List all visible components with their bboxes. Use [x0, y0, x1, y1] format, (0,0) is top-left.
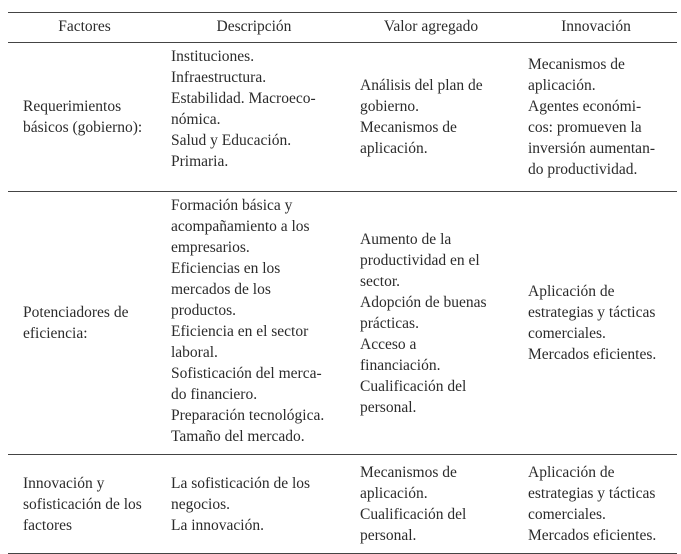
- cell-line: productos.: [171, 302, 237, 319]
- header-valor-agregado: Valor agregado: [347, 13, 515, 43]
- cell-line: Instituciones.: [171, 48, 255, 65]
- table-header-row: [8, 13, 677, 43]
- cell-line: Eficiencias en los: [171, 260, 281, 277]
- cell-line: nómica.: [171, 111, 221, 128]
- cell-line: Potenciadores de: [23, 304, 129, 321]
- cell-line: cos: promueven la: [528, 119, 642, 136]
- cell-line: laboral.: [171, 344, 218, 361]
- cell-innovacion: [515, 192, 677, 455]
- cell-line: sofisticación de los: [23, 495, 142, 513]
- cell-line: Innovación y: [23, 474, 105, 492]
- cell-line: Eficiencia en el sector: [171, 323, 309, 340]
- cell-descripcion: [161, 192, 347, 455]
- cell-line: Primaria.: [171, 153, 229, 170]
- cell-line: mercados de los: [171, 281, 271, 298]
- cell-line: personal.: [360, 527, 417, 544]
- cell-line: inversión aumentan-: [528, 140, 655, 157]
- table-row: [8, 455, 677, 554]
- cell-line: do productividad.: [528, 161, 638, 178]
- cell-line: Adopción de buenas: [360, 293, 487, 311]
- factors-table: [8, 12, 677, 554]
- cell-line: Preparación tecnológica.: [171, 407, 325, 424]
- cell-line: Agentes económi-: [528, 98, 642, 115]
- cell-descripcion: [161, 455, 347, 554]
- cell-line: básicos (gobierno):: [23, 119, 143, 136]
- cell-line: productividad en el: [360, 251, 480, 269]
- cell-line: La sofisticación de los: [171, 474, 311, 492]
- cell-line: Requerimientos: [23, 98, 122, 115]
- cell-line: La innovación.: [171, 516, 264, 534]
- table-row: [8, 43, 677, 192]
- cell-factor: [8, 455, 161, 554]
- cell-line: Cualificación del: [360, 377, 467, 395]
- cell-line: estrategias y tácticas: [528, 304, 656, 321]
- cell-line: Estabilidad. Macroeco-: [171, 90, 316, 107]
- cell-line: gobierno.: [360, 98, 419, 115]
- cell-line: Mercados eficientes.: [528, 346, 657, 363]
- cell-line: comerciales.: [528, 506, 606, 523]
- header-innovacion: Innovación: [515, 13, 677, 43]
- cell-line: Mecanismos de: [360, 119, 457, 136]
- cell-valor-agregado: [347, 455, 515, 554]
- cell-line: factores: [23, 516, 73, 534]
- cell-descripcion: [161, 43, 347, 192]
- table-row: [8, 192, 677, 455]
- cell-innovacion: [515, 455, 677, 554]
- cell-line: Tamaño del mercado.: [171, 428, 305, 445]
- cell-line: estrategias y tácticas: [528, 485, 656, 502]
- cell-line: Mercados eficientes.: [528, 527, 657, 544]
- cell-line: Aumento de la: [360, 230, 452, 248]
- cell-line: aplicación.: [360, 485, 428, 502]
- cell-line: eficiencia:: [23, 325, 88, 342]
- cell-line: Mecanismos de: [360, 464, 457, 481]
- cell-line: Sofisticación del merca-: [171, 365, 322, 382]
- cell-line: Aplicación de: [528, 464, 615, 481]
- cell-valor-agregado: [347, 43, 515, 192]
- cell-line: Salud y Educación.: [171, 132, 292, 149]
- cell-line: aplicación.: [360, 140, 428, 157]
- cell-line: aplicación.: [528, 77, 596, 94]
- header-descripcion: Descripción: [161, 13, 347, 43]
- cell-innovacion: [515, 43, 677, 192]
- cell-line: empresarios.: [171, 239, 250, 256]
- cell-line: Acceso a: [360, 335, 417, 353]
- cell-factor: [8, 192, 161, 455]
- cell-line: do financiero.: [171, 386, 258, 403]
- cell-line: Análisis del plan de: [360, 77, 483, 94]
- cell-factor: [8, 43, 161, 192]
- cell-line: prácticas.: [360, 314, 419, 332]
- cell-line: Cualificación del: [360, 506, 467, 523]
- header-factores: Factores: [8, 13, 161, 43]
- cell-line: Aplicación de: [528, 283, 615, 300]
- cell-line: Infraestructura.: [171, 69, 267, 86]
- cell-line: Mecanismos de: [528, 56, 625, 73]
- cell-line: comerciales.: [528, 325, 606, 342]
- cell-line: sector.: [360, 272, 401, 290]
- cell-line: financiación.: [360, 356, 441, 374]
- cell-valor-agregado: [347, 192, 515, 455]
- cell-line: acompañamiento a los: [171, 218, 310, 235]
- cell-line: personal.: [360, 398, 417, 416]
- cell-line: Formación básica y: [171, 197, 293, 214]
- cell-line: negocios.: [171, 495, 230, 513]
